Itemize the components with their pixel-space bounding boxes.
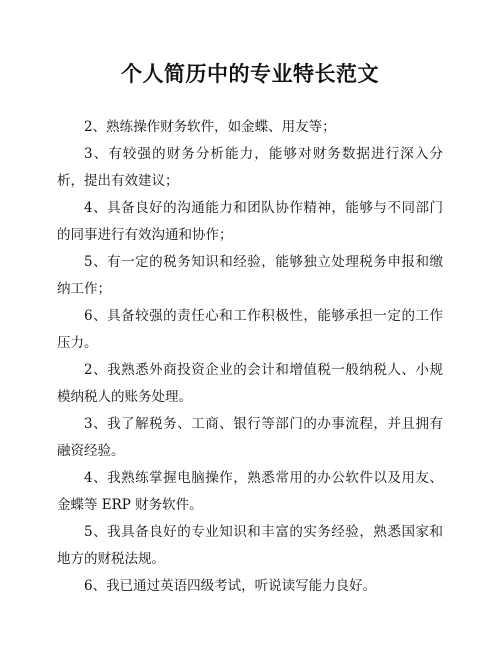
paragraph: 6、具备较强的责任心和工作积极性，能够承担一定的工作压力。 bbox=[57, 308, 443, 351]
paragraph: 4、我熟练掌握电脑操作，熟悉常用的办公软件以及用友、金蝶等 ERP 财务软件。 bbox=[57, 470, 443, 513]
paragraph: 3、我了解税务、工商、银行等部门的办事流程，并且拥有融资经验。 bbox=[57, 416, 443, 459]
document-body bbox=[57, 114, 443, 600]
paragraph: 2、熟练操作财务软件，如金蝶、用友等； bbox=[84, 119, 336, 135]
page-title: 个人简历中的专业特长范文 bbox=[121, 62, 379, 86]
paragraph: 6、我已通过英语四级考试，听说读写能力良好。 bbox=[84, 578, 377, 594]
paragraph: 5、有一定的税务知识和经验，能够独立处理税务申报和缴纳工作； bbox=[57, 254, 443, 297]
paragraph: 3、有较强的财务分析能力，能够对财务数据进行深入分析，提出有效建议； bbox=[57, 146, 443, 189]
paragraph: 4、具备良好的沟通能力和团队协作精神，能够与不同部门的同事进行有效沟通和协作； bbox=[57, 200, 443, 243]
paragraph: 5、我具备良好的专业知识和丰富的实务经验，熟悉国家和地方的财税法规。 bbox=[57, 524, 443, 567]
paragraph: 2、我熟悉外商投资企业的会计和增值税一般纳税人、小规模纳税人的账务处理。 bbox=[57, 362, 443, 405]
